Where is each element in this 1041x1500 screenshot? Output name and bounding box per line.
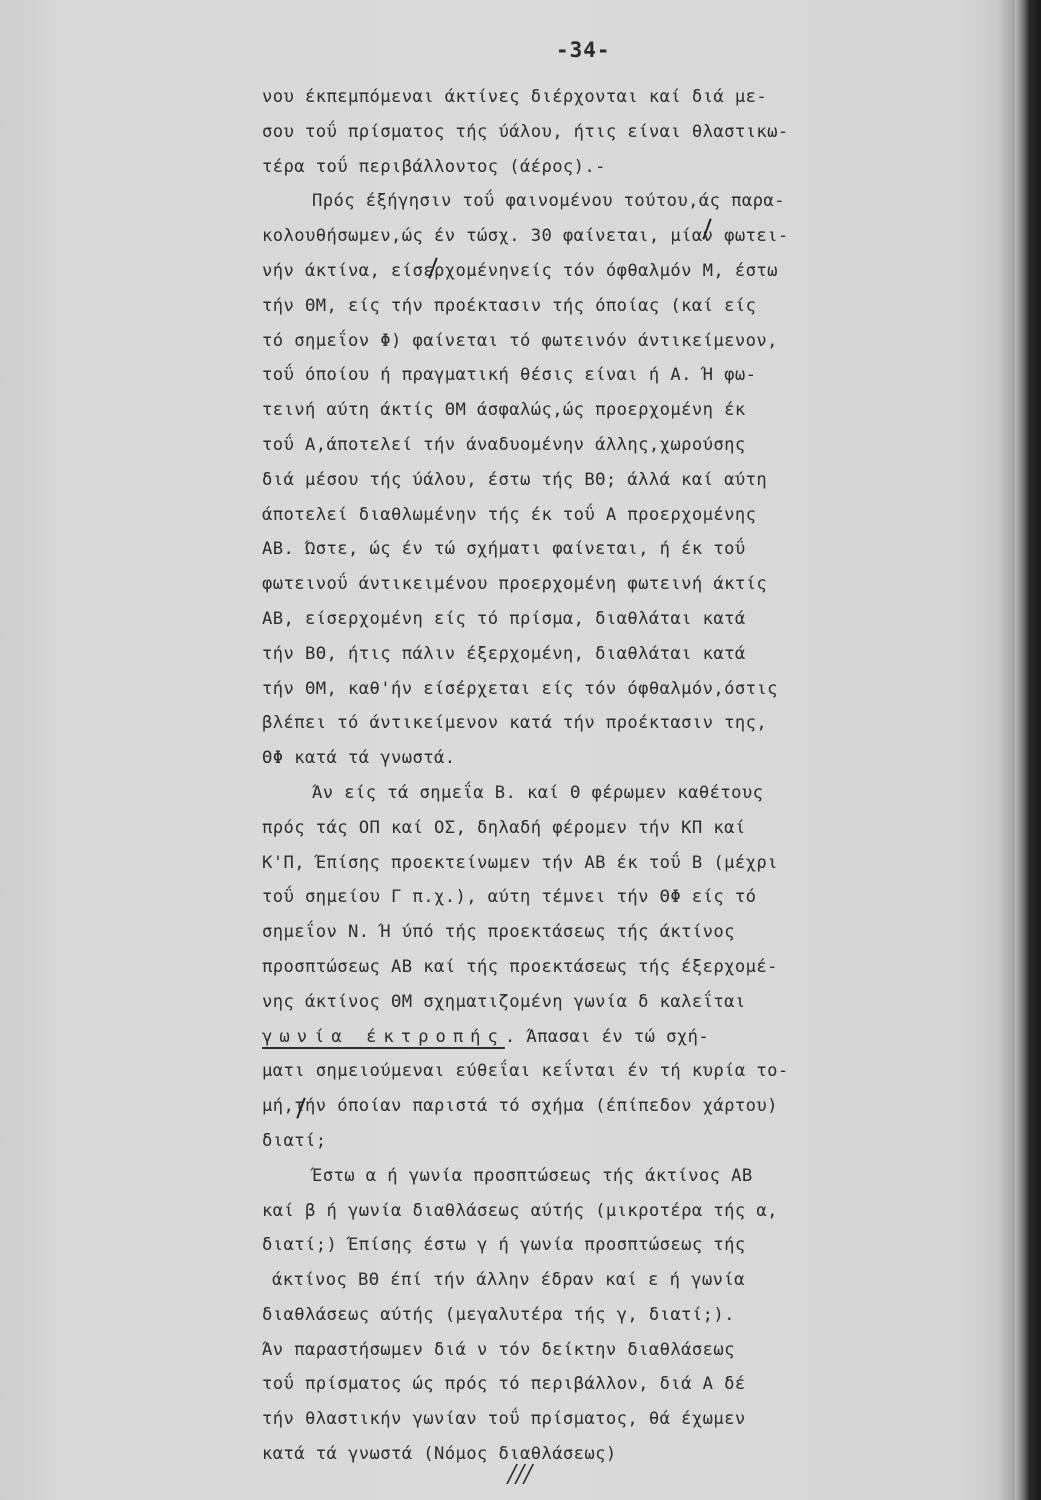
page-edge-shadow bbox=[997, 0, 1015, 1500]
text-line: τό σημεΐον Φ) φαίνεται τό φωτεινόν άντικείμενον, bbox=[262, 330, 778, 351]
text-line: σημεΐον Ν. Ή ύπό τής προεκτάσεως τής άκτίνος bbox=[262, 922, 735, 943]
text-line: τοΰ σημείου Γ π.χ.), αύτη τέμνει τήν ΘΦ είς τό bbox=[262, 887, 757, 908]
text-line: Κ'Π, Έπίσης προεκτείνωμεν τήν ΑΒ έκ τοΰ Β (μέχρι bbox=[262, 852, 778, 873]
paragraph-start-line: Άν παραστήσωμεν διά ν τόν δείκτην διαθλάσεως bbox=[262, 1339, 735, 1360]
text-line: τήν ΒΘ, ήτις πάλιν έξερχομένη, διαθλάται κατά bbox=[262, 643, 746, 664]
term-continuation: . Άπασαι έν τώ σχή- bbox=[504, 1026, 710, 1047]
text-line: μή,τήν όποίαν παριστά τό σχήμα (έπίπεδον χάρτου) bbox=[262, 1096, 778, 1117]
text-line: σου τοΰ πρίσματος τής ύάλου, ήτις είναι θλαστικω- bbox=[262, 121, 789, 142]
paragraph-start-line: Άν είς τά σημεΐα Β. καί Θ φέρωμεν καθέτους bbox=[312, 782, 764, 803]
text-line-with-term bbox=[262, 1020, 952, 1055]
page-number: -34- bbox=[556, 38, 611, 62]
text-line: καί β ή γωνία διαθλάσεως αύτής (μικροτέρα τής α, bbox=[262, 1200, 778, 1221]
text-line: τεινή αύτη άκτίς ΘΜ άσφαλώς,ώς προερχομένη έκ bbox=[262, 400, 746, 421]
text-line: τοΰ όποίου ή πραγματική θέσις είναι ή Α. Ή φω- bbox=[262, 365, 757, 386]
paragraph-start-line: Πρός έξήγησιν τοΰ φαινομένου τούτου,άς παρα- bbox=[312, 191, 785, 212]
text-line: άκτίνος ΒΘ έπί τήν άλλην έδραν καί ε ή γωνία bbox=[272, 1270, 745, 1291]
text-line: τοΰ πρίσματος ώς πρός τό περιβάλλον, διά Α δέ bbox=[262, 1374, 746, 1395]
text-line: διατί;) Έπίσης έστω γ ή γωνία προσπτώσεως τής bbox=[262, 1235, 746, 1256]
text-line: νου έκπεμπόμεναι άκτίνες διέρχονται καί διά με- bbox=[262, 87, 768, 107]
text-line: φωτεινοΰ άντικειμένου προερχομένη φωτεινή άκτίς bbox=[262, 574, 768, 595]
text-line: πρός τάς ΟΠ καί ΟΣ, δηλαδή φέρομεν τήν ΚΠ καί bbox=[262, 817, 746, 838]
text-line: ματι σημειούμεναι εύθεΐαι κεΐνται έν τή κυρία το- bbox=[262, 1061, 789, 1082]
text-line: τέρα τοΰ περιβάλλοντος (άέρος).- bbox=[262, 156, 606, 177]
text-line: προσπτώσεως ΑΒ καί τής προεκτάσεως τής έξερχομέ- bbox=[262, 956, 778, 977]
text-line: ΑΒ, είσερχομένη είς τό πρίσμα, διαθλάται κατά bbox=[262, 608, 746, 629]
paragraph-start-line: Έστω α ή γωνία προσπτώσεως τής άκτίνος ΑΒ bbox=[312, 1165, 753, 1186]
handwritten-footer-marks: /// bbox=[508, 1460, 533, 1488]
text-line: τήν θλαστικήν γωνίαν τοΰ πρίσματος, θά έχωμεν bbox=[262, 1409, 746, 1430]
text-line: τοΰ Α,άποτελεί τήν άναδυομένην άλλης,χωρούσης bbox=[262, 434, 746, 455]
text-line: διαθλάσεως αύτής (μεγαλυτέρα τής γ, διατί;). bbox=[262, 1304, 735, 1325]
text-line: διατί; bbox=[262, 1130, 327, 1151]
binding-edge bbox=[1015, 0, 1041, 1500]
text-line: τήν ΘΜ, καθ'ήν είσέρχεται είς τόν όφθαλμόν,όστις bbox=[262, 678, 778, 699]
text-line: διά μέσου τής ύάλου, έστω τής ΒΘ; άλλά καί αύτη bbox=[262, 469, 768, 490]
text-line: κολουθήσωμεν,ώς έν τώσχ. 30 φαίνεται, μίαν φωτει- bbox=[262, 226, 789, 247]
text-line: ΘΦ κατά τά γνωστά. bbox=[262, 748, 456, 769]
document-body bbox=[262, 80, 952, 1472]
text-line: νης άκτίνος ΘΜ σχηματιζομένη γωνία δ καλεΐται bbox=[262, 991, 746, 1012]
text-line: κατά τά γνωστά (Νόμος διαθλάσεως) bbox=[262, 1444, 617, 1465]
text-line: τήν ΘΜ, είς τήν προέκτασιν τής όποίας (καί είς bbox=[262, 295, 757, 316]
text-line: βλέπει τό άντικείμενον κατά τήν προέκτασιν της, bbox=[262, 713, 768, 734]
underlined-term: γωνία έκτροπής bbox=[262, 1026, 505, 1047]
text-line: νήν άκτίνα, είσερχομένηνείς τόν όφθαλμόν Μ, έστω bbox=[262, 260, 778, 281]
text-line: ΑΒ. Ώστε, ώς έν τώ σχήματι φαίνεται, ή έκ τοΰ bbox=[262, 539, 746, 560]
text-line: άποτελεί διαθλωμένην τής έκ τοΰ Α προερχομένης bbox=[262, 504, 757, 525]
